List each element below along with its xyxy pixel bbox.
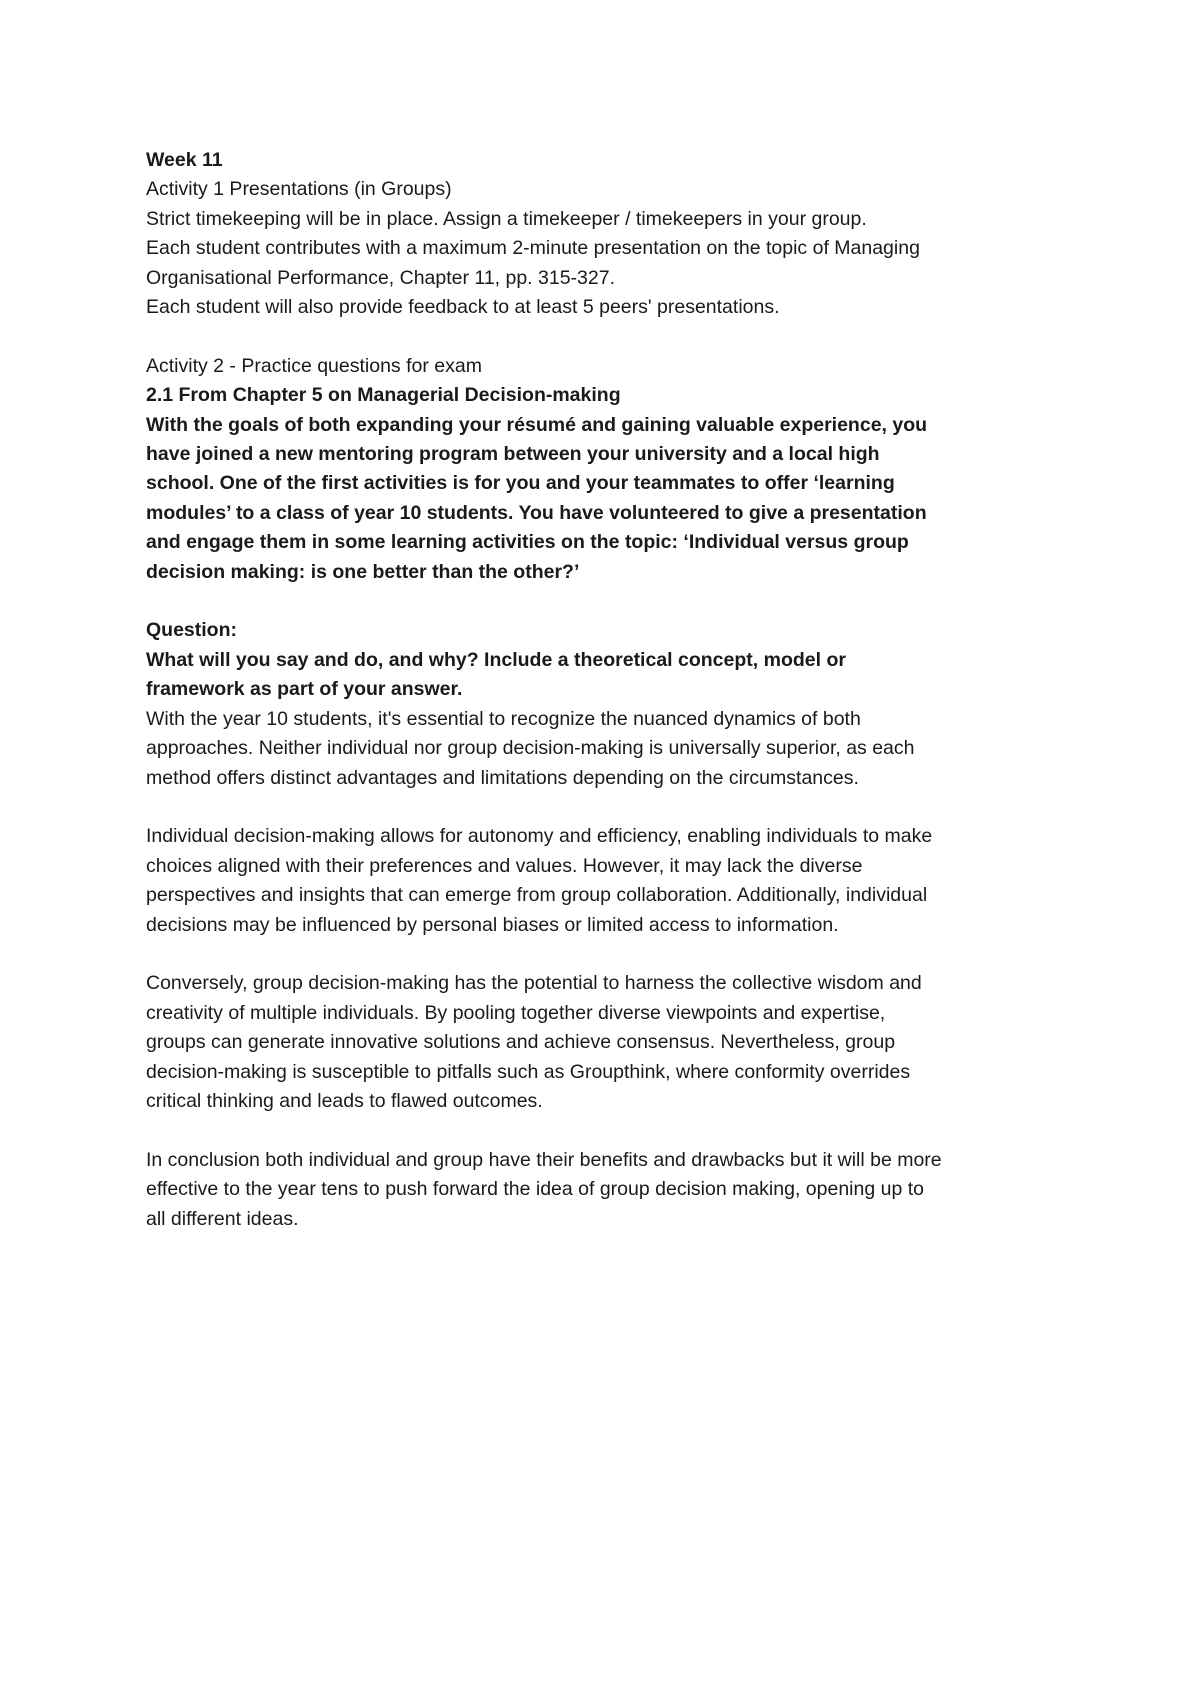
- activity-1-line: Each student contributes with a maximum 2-minute presentation on the topic of Managing: [146, 237, 920, 260]
- answer-line: method offers distinct advantages and limitations depending on the circumstances.: [146, 766, 859, 789]
- answer-paragraph-2: [146, 822, 1066, 940]
- spacer: [146, 940, 1066, 969]
- answer-paragraph-1: [146, 705, 1066, 793]
- answer-paragraph-4: [146, 1146, 1066, 1234]
- activity-2-subheading: 2.1 From Chapter 5 on Managerial Decision-making: [146, 384, 621, 407]
- spacer: [146, 793, 1066, 822]
- activity-2-section: [146, 352, 1066, 587]
- activity-2-heading: Activity 2 - Practice questions for exam: [146, 354, 482, 377]
- answer-line: perspectives and insights that can emerge from group collaboration. Additionally, individual: [146, 884, 928, 907]
- activity-1-section: [146, 175, 1066, 322]
- spacer: [146, 587, 1066, 616]
- answer-line: all different ideas.: [146, 1207, 299, 1230]
- question-label: Question:: [146, 619, 237, 642]
- answer-line: decisions may be influenced by personal biases or limited access to information.: [146, 913, 839, 936]
- activity-1-heading: Activity 1 Presentations (in Groups): [146, 178, 452, 201]
- answer-line: With the year 10 students, it's essential to recognize the nuanced dynamics of both: [146, 707, 861, 730]
- activity-1-line: Each student will also provide feedback to at least 5 peers' presentations.: [146, 296, 780, 319]
- scenario-line: With the goals of both expanding your résumé and gaining valuable experience, you: [146, 413, 928, 436]
- spacer: [146, 1116, 1066, 1145]
- scenario-line: modules’ to a class of year 10 students. You have volunteered to give a presentation: [146, 501, 927, 524]
- answer-line: critical thinking and leads to flawed outcomes.: [146, 1089, 543, 1112]
- document-body: [146, 146, 1066, 1234]
- answer-line: Conversely, group decision-making has the potential to harness the collective wisdom and: [146, 972, 922, 995]
- answer-line: In conclusion both individual and group have their benefits and drawbacks but it will be more: [146, 1148, 942, 1171]
- answer-paragraph-3: [146, 969, 1066, 1116]
- activity-1-line: Strict timekeeping will be in place. Assign a timekeeper / timekeepers in your group.: [146, 207, 867, 230]
- scenario-line: school. One of the first activities is for you and your teammates to offer ‘learning: [146, 472, 895, 495]
- answer-line: decision-making is susceptible to pitfalls such as Groupthink, where conformity overrides: [146, 1060, 911, 1083]
- scenario-line: and engage them in some learning activities on the topic: ‘Individual versus group: [146, 531, 909, 554]
- week-title: Week 11: [146, 149, 223, 171]
- question-line: framework as part of your answer.: [146, 678, 463, 701]
- answer-line: effective to the year tens to push forward the idea of group decision making, opening up to: [146, 1178, 924, 1201]
- answer-line: approaches. Neither individual nor group decision-making is universally superior, as each: [146, 737, 915, 760]
- answer-line: creativity of multiple individuals. By pooling together diverse viewpoints and expertise,: [146, 1001, 886, 1024]
- spacer: [146, 322, 1066, 351]
- activity-1-line: Organisational Performance, Chapter 11, pp. 315-327.: [146, 266, 615, 289]
- answer-line: groups can generate innovative solutions and achieve consensus. Nevertheless, group: [146, 1031, 896, 1054]
- question-line: What will you say and do, and why? Include a theoretical concept, model or: [146, 648, 846, 671]
- answer-line: choices aligned with their preferences and values. However, it may lack the diverse: [146, 854, 863, 877]
- scenario-line: decision making: is one better than the other?’: [146, 560, 580, 583]
- answer-line: Individual decision-making allows for autonomy and efficiency, enabling individuals to make: [146, 825, 933, 848]
- question-section: [146, 616, 1066, 704]
- scenario-line: have joined a new mentoring program between your university and a local high: [146, 443, 880, 466]
